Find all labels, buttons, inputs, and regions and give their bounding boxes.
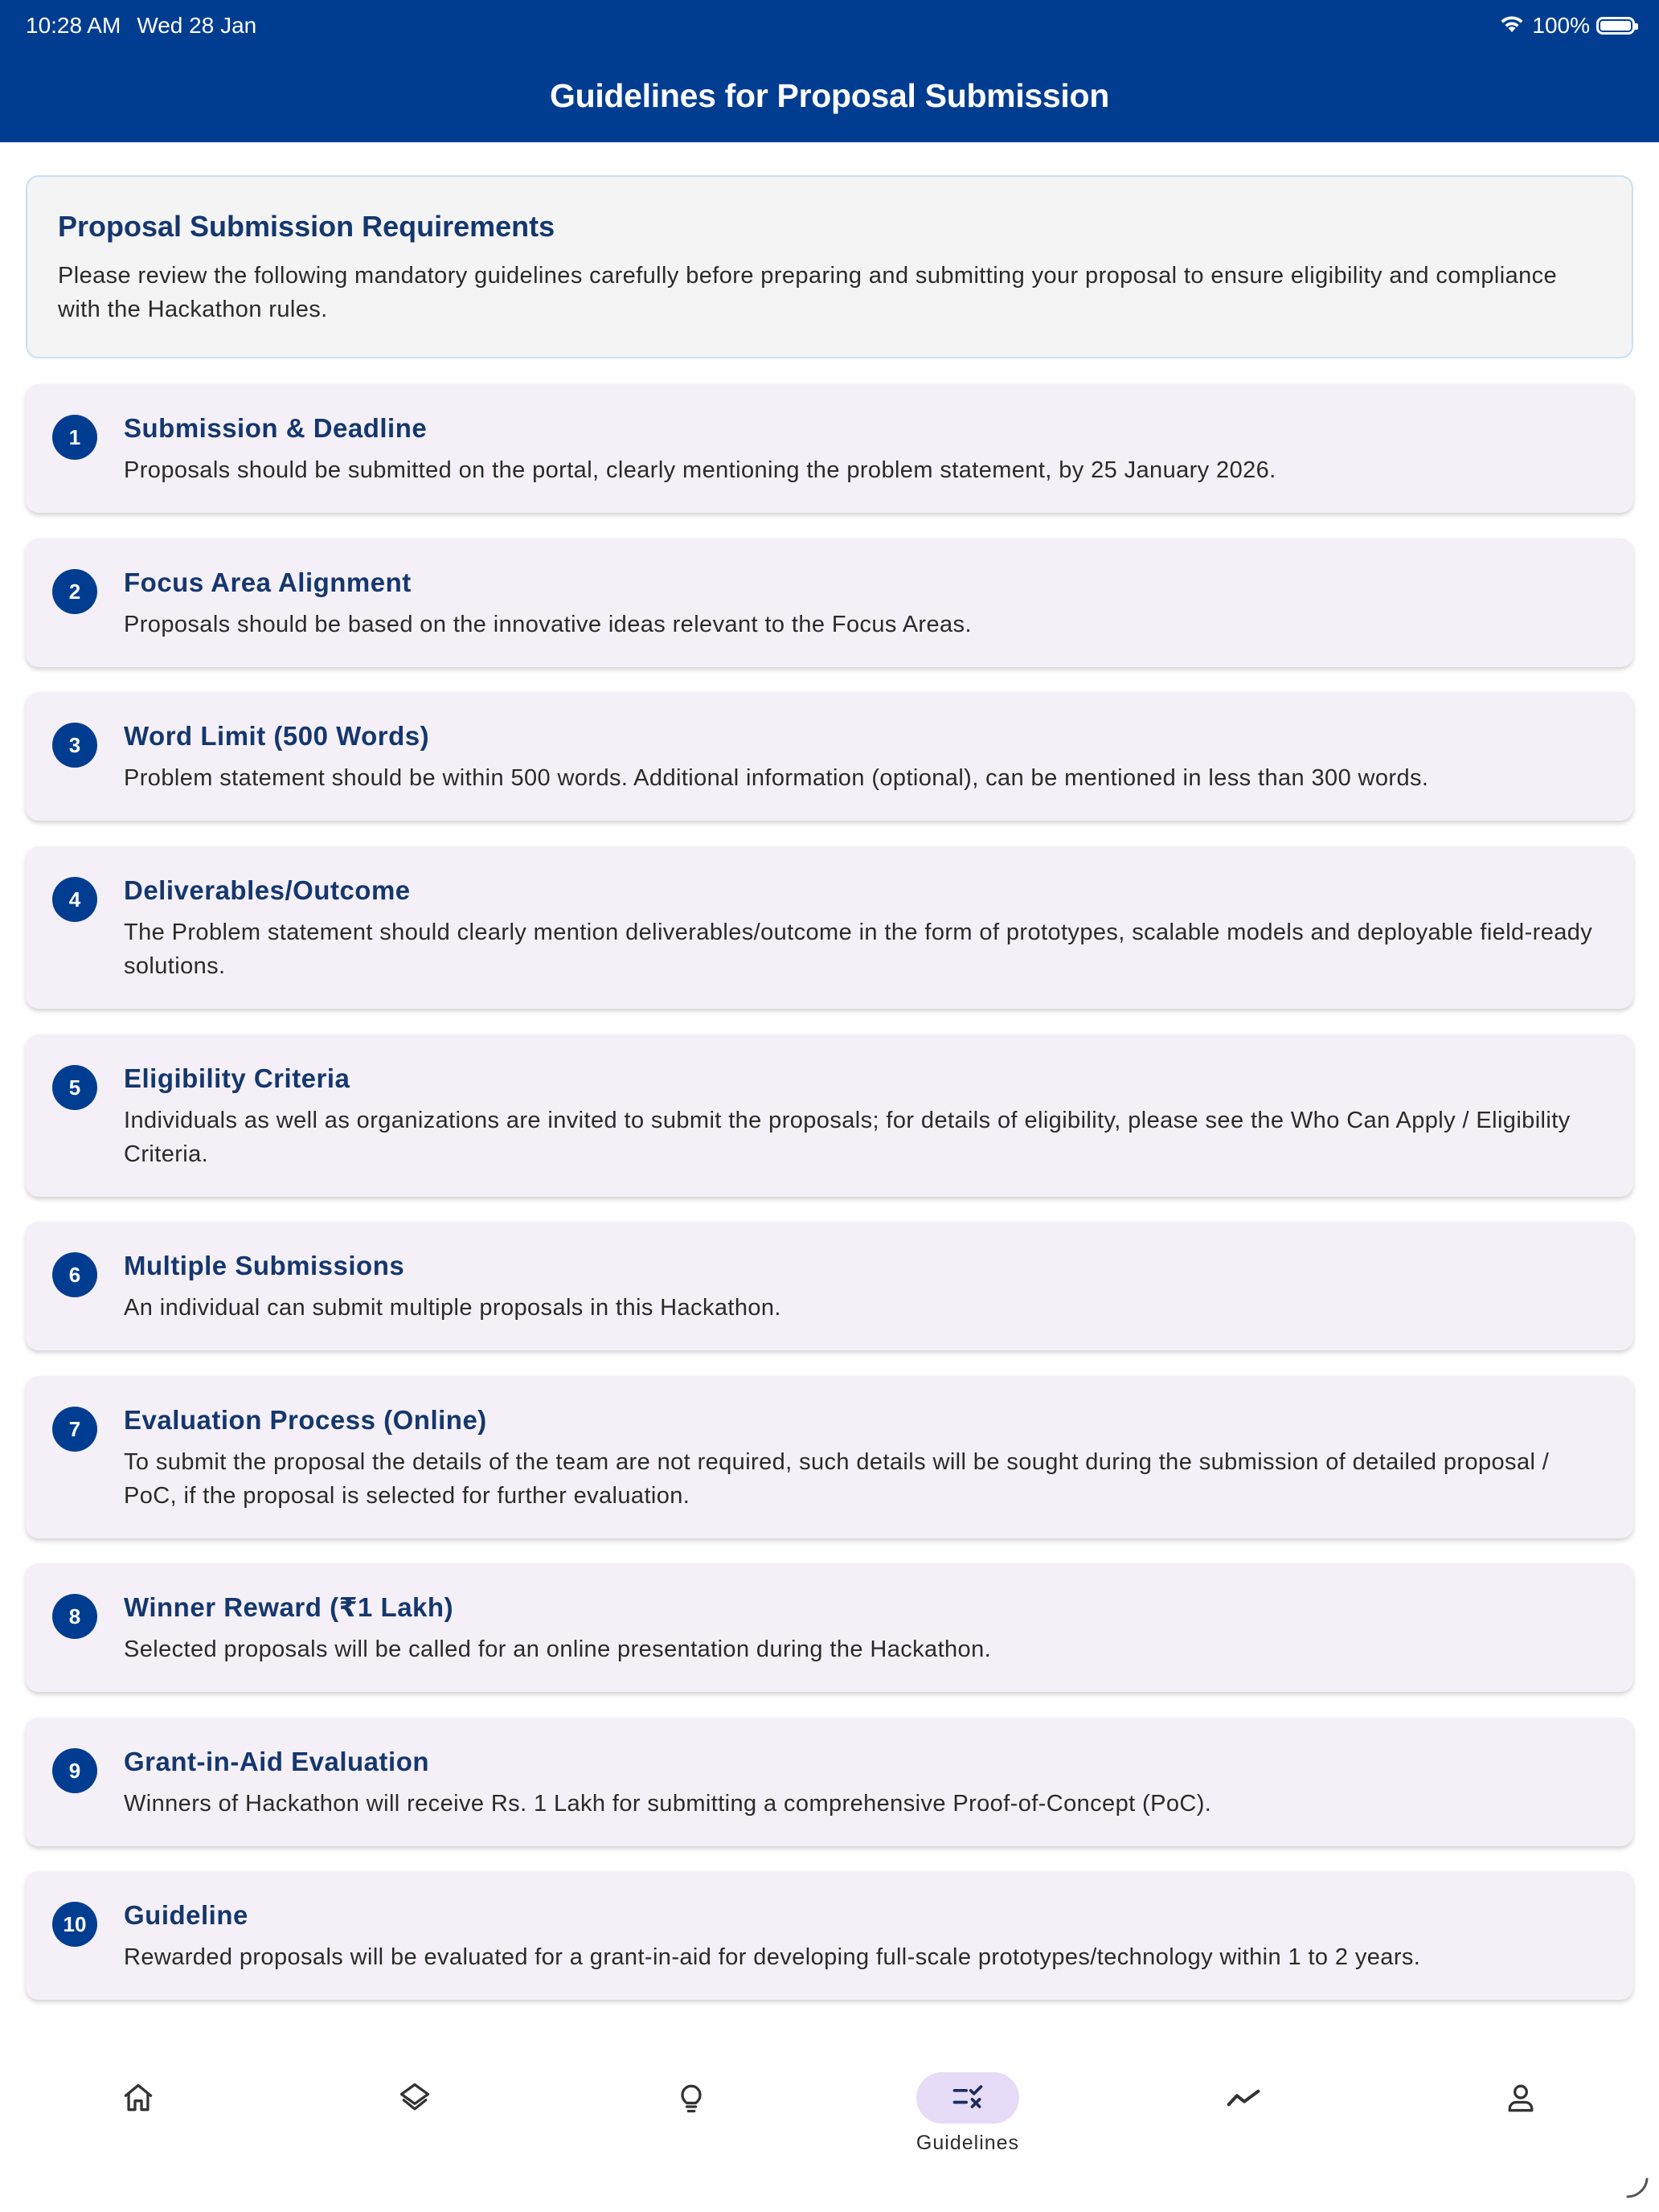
guideline-card-6 bbox=[26, 1222, 1633, 1350]
nav-ideas[interactable] bbox=[611, 2072, 772, 2169]
checklist-icon bbox=[916, 2072, 1019, 2124]
guideline-number-badge: 1 bbox=[52, 415, 97, 460]
guideline-title: Grant-in-Aid Evaluation bbox=[124, 1747, 430, 1776]
guideline-title: Evaluation Process (Online) bbox=[124, 1405, 487, 1435]
guideline-card-10 bbox=[26, 1871, 1633, 2000]
guideline-card-7 bbox=[26, 1376, 1633, 1538]
guideline-number-badge: 4 bbox=[52, 877, 97, 922]
guideline-text: Rewarded proposals will be evaluated for a grant-in-aid for developing full-scale prototypes/technology within 1 to 2 years. bbox=[124, 1944, 1421, 1970]
app-header bbox=[0, 0, 1659, 142]
nav-profile[interactable] bbox=[1440, 2072, 1601, 2169]
wifi-icon bbox=[1498, 13, 1526, 39]
guideline-number-badge: 5 bbox=[52, 1065, 97, 1110]
guideline-card-8 bbox=[26, 1563, 1633, 1692]
guideline-number-badge: 10 bbox=[52, 1902, 97, 1947]
guideline-number-badge: 8 bbox=[52, 1594, 97, 1639]
nav-label-guidelines: Guidelines bbox=[916, 2132, 1020, 2154]
nav-progress[interactable] bbox=[1164, 2072, 1325, 2169]
home-icon bbox=[87, 2072, 190, 2124]
intro-text: Please review the following mandatory guidelines carefully before preparing and submitting your proposal to ensure eligibility and compliance with the Hackathon rules. bbox=[58, 263, 1558, 322]
guideline-title: Word Limit (500 Words) bbox=[124, 721, 430, 751]
person-icon bbox=[1469, 2072, 1572, 2124]
guideline-card-4 bbox=[26, 846, 1633, 1009]
status-clock: 10:28 AM bbox=[26, 13, 121, 38]
guideline-number-badge: 7 bbox=[52, 1407, 97, 1452]
guideline-text: Proposals should be based on the innovative ideas relevant to the Focus Areas. bbox=[124, 612, 972, 637]
guideline-title: Deliverables/Outcome bbox=[124, 875, 411, 905]
guideline-text: Selected proposals will be called for an online presentation during the Hackathon. bbox=[124, 1636, 992, 1662]
battery-icon bbox=[1596, 17, 1635, 35]
guideline-title: Winner Reward (₹1 Lakh) bbox=[124, 1592, 454, 1622]
status-indicators bbox=[1498, 11, 1635, 40]
resize-handle-icon bbox=[1625, 2175, 1649, 2199]
intro-title: Proposal Submission Requirements bbox=[58, 210, 555, 243]
guideline-title: Eligibility Criteria bbox=[124, 1063, 350, 1093]
guideline-title: Multiple Submissions bbox=[124, 1251, 405, 1280]
nav-home[interactable] bbox=[58, 2072, 219, 2169]
guideline-number-badge: 3 bbox=[52, 723, 97, 768]
bottom-navigation bbox=[0, 2058, 1659, 2212]
guideline-number-badge: 9 bbox=[52, 1748, 97, 1793]
status-time bbox=[26, 11, 256, 40]
guideline-text: Individuals as well as organizations are invited to submit the proposals; for details of eligibility, please see the Who Can Apply / Eligibility Criteria. bbox=[124, 1108, 1571, 1167]
guideline-number-badge: 2 bbox=[52, 569, 97, 614]
requirements-intro-card bbox=[26, 175, 1633, 358]
lightbulb-icon bbox=[640, 2072, 743, 2124]
guideline-text: To submit the proposal the details of the team are not required, such details will be sought during the submission of detailed proposal / PoC, if the proposal is selected for further evaluation. bbox=[124, 1449, 1550, 1509]
guideline-text: The Problem statement should clearly mention deliverables/outcome in the form of prototypes, scalable models and deployable field-ready solutions. bbox=[124, 920, 1593, 979]
guideline-card-3 bbox=[26, 692, 1633, 821]
guideline-card-9 bbox=[26, 1718, 1633, 1846]
guideline-card-5 bbox=[26, 1034, 1633, 1197]
guideline-text: Winners of Hackathon will receive Rs. 1 Lakh for submitting a comprehensive Proof-of-Concept (PoC). bbox=[124, 1791, 1212, 1817]
guideline-title: Focus Area Alignment bbox=[124, 567, 412, 597]
guideline-text: Problem statement should be within 500 words. Additional information (optional), can be mentioned in less than 300 words. bbox=[124, 765, 1429, 791]
layers-icon bbox=[363, 2072, 466, 2124]
guideline-text: An individual can submit multiple proposals in this Hackathon. bbox=[124, 1295, 781, 1321]
guideline-title: Guideline bbox=[124, 1900, 248, 1930]
nav-guidelines[interactable] bbox=[887, 2072, 1048, 2169]
guideline-card-1 bbox=[26, 384, 1633, 513]
battery-percentage: 100% bbox=[1532, 13, 1590, 38]
trending-icon bbox=[1193, 2072, 1296, 2124]
guideline-card-2 bbox=[26, 539, 1633, 667]
nav-layers[interactable] bbox=[334, 2072, 495, 2169]
guideline-title: Submission & Deadline bbox=[124, 413, 428, 443]
guideline-text: Proposals should be submitted on the portal, clearly mentioning the problem statement, by 25 January 2026. bbox=[124, 457, 1276, 483]
status-date: Wed 28 Jan bbox=[137, 13, 257, 38]
guideline-number-badge: 6 bbox=[52, 1252, 97, 1297]
page-title: Guidelines for Proposal Submission bbox=[549, 77, 1110, 114]
